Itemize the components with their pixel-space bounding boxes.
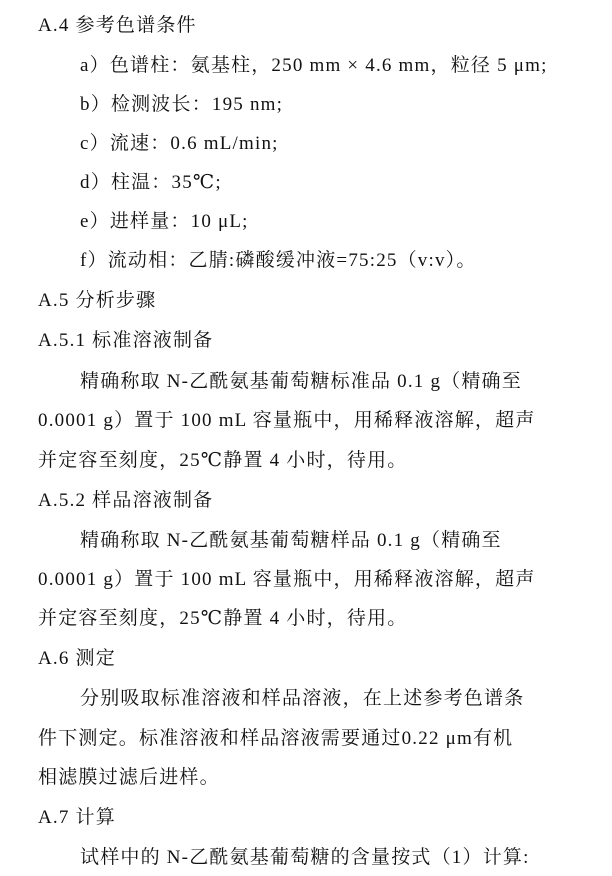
condition-mobile-phase: f）流动相：乙腈:磷酸缓冲液=75:25（v:v）。 xyxy=(80,250,477,271)
condition-wavelength: b）检测波长：195 nm; xyxy=(80,94,284,115)
a52-paragraph-line-1: 精确称取 N-乙酰氨基葡萄糖样品 0.1 g（精确至 xyxy=(80,530,502,551)
a6-paragraph-line-2: 件下测定。标准溶液和样品溶液需要通过0.22 μm有机 xyxy=(38,728,514,749)
condition-flow-rate: c）流速：0.6 mL/min; xyxy=(80,133,279,154)
a7-paragraph-line-1: 试样中的 N-乙酰氨基葡萄糖的含量按式（1）计算: xyxy=(80,847,530,868)
section-a6-heading: A.6 测定 xyxy=(38,648,116,669)
section-a5-heading: A.5 分析步骤 xyxy=(38,290,157,311)
section-a7-heading: A.7 计算 xyxy=(38,807,116,828)
a51-paragraph-line-1: 精确称取 N-乙酰氨基葡萄糖标准品 0.1 g（精确至 xyxy=(80,371,522,392)
a6-paragraph-line-1: 分别吸取标准溶液和样品溶液，在上述参考色谱条 xyxy=(80,688,525,709)
condition-injection-volume: e）进样量：10 μL; xyxy=(80,211,249,232)
a51-paragraph-line-3: 并定容至刻度，25℃静置 4 小时，待用。 xyxy=(38,450,408,471)
section-a4-heading: A.4 参考色谱条件 xyxy=(38,15,197,36)
a52-paragraph-line-3: 并定容至刻度，25℃静置 4 小时，待用。 xyxy=(38,608,408,629)
condition-column-temperature: d）柱温：35℃; xyxy=(80,172,222,193)
condition-column: a）色谱柱：氨基柱，250 mm × 4.6 mm，粒径 5 μm; xyxy=(80,55,548,76)
a51-paragraph-line-2: 0.0001 g）置于 100 mL 容量瓶中，用稀释液溶解，超声 xyxy=(38,410,536,431)
section-a51-heading: A.5.1 标准溶液制备 xyxy=(38,330,214,351)
section-a52-heading: A.5.2 样品溶液制备 xyxy=(38,490,214,511)
a6-paragraph-line-3: 相滤膜过滤后进样。 xyxy=(38,767,220,788)
a52-paragraph-line-2: 0.0001 g）置于 100 mL 容量瓶中，用稀释液溶解，超声 xyxy=(38,569,536,590)
